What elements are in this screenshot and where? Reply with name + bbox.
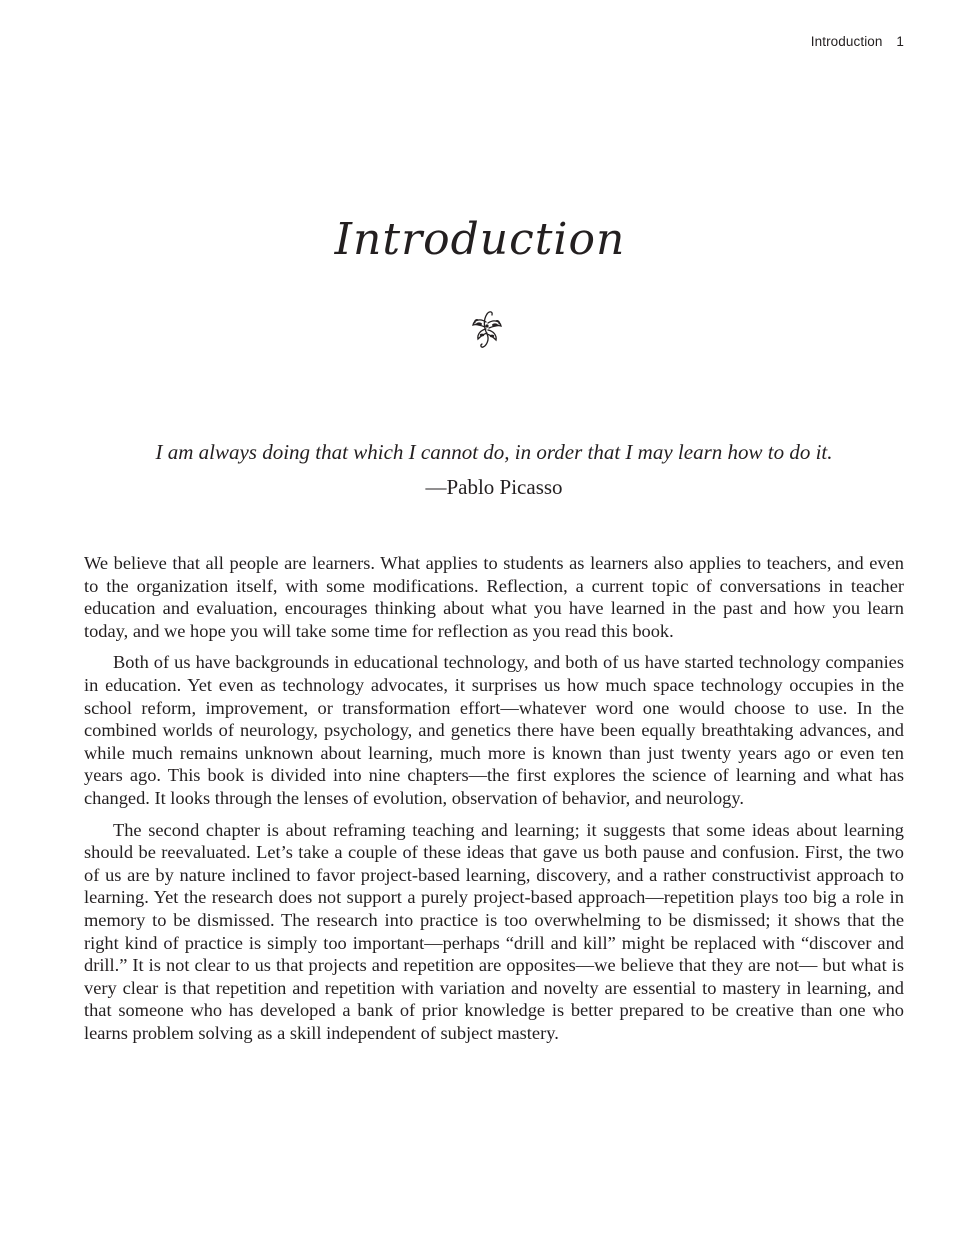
body-text — [84, 552, 904, 1053]
page-number: 1 — [896, 34, 904, 49]
running-head — [811, 34, 904, 49]
chapter-title: Introduction — [334, 214, 626, 265]
epigraph-attribution: —Pablo Picasso — [425, 475, 563, 499]
paragraph-3: The second chapter is about reframing teaching and learning; it suggests that some ideas about learning should be reevaluated. Let’s take a couple of these ideas that gave us both pause and confusion. First, the two of us are by nature inclined to favor project-based learning, discovery, and a rather constructivist approach to learning. Yet the research does not support a purely project-based approach—repetition plays too big a role in memory to be dismissed. The research into practice is too overwhelming to be dismissed; it shows that the right kind of practice is simply too important—perhaps “drill and kill” might be replaced with “discover and drill.” It is not clear to us that projects and repetition are opposites—we believe that they are not— but what is very clear is that repetition and repetition with variation and novelty are essential to mastery in learning, and that someone who has developed a bank of prior knowledge is better prepared to be creative than one who learns problem solving as a skill independent of subject mastery. — [84, 819, 904, 1043]
paragraph-1: We believe that all people are learners. What applies to students as learners also applies to teachers, and even to the organization itself, with some modifications. Reflection, a current topic of conversations in teacher education and evaluation, encourages thinking about what you have learned in the past and how you learn today, and we hope you will take some time for reflection as you read this book. — [84, 553, 904, 641]
epigraph — [0, 437, 960, 500]
epigraph-quote: I am always doing that which I cannot do, in order that I may learn how to do it. — [155, 440, 833, 464]
paragraph-2: Both of us have backgrounds in educational technology, and both of us have started technology companies in education. Yet even as technology advocates, it surprises us how much space technology occupies in the school reform, improvement, or transformation effort—whatever word one would choose to use. In the combined worlds of neurology, psychology, and genetics there have been equally breathtaking advances, and while much remains unknown about learning, much more is known than just twenty years ago or even ten years ago. This book is divided into nine chapters—the first explores the science of learning and what has changed. It looks through the lenses of evolution, observation of behavior, and neurology. — [84, 652, 904, 808]
running-head-section: Introduction — [810, 34, 883, 49]
fleuron-ornament-icon — [467, 308, 507, 350]
